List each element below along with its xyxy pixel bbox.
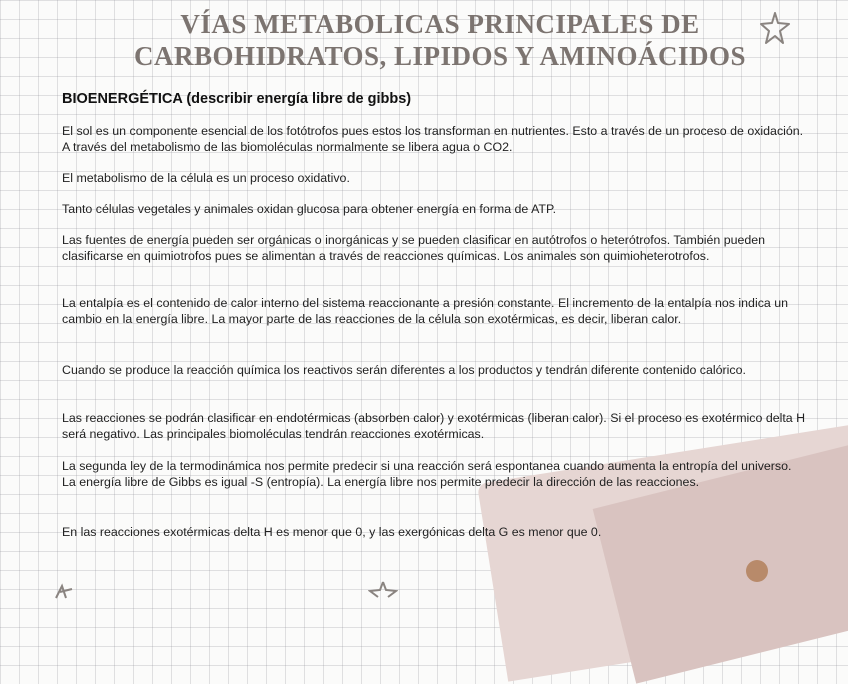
paragraph: Cuando se produce la reacción química los reactivos serán diferentes a los productos y tendrán diferente contenido calórico. [62,363,746,377]
paragraph: El sol es un componente esencial de los fotótrofos pues estos los transforman en nutrientes. Esto a través de un proceso de oxidación. A través del metabolismo de las biomoléculas normalmente se libera agua o CO2. [62,124,804,154]
paragraph: En las reacciones exotérmicas delta H es menor que 0, y las exergónicas delta G es menor que 0. [62,525,602,539]
paragraph: Tanto células vegetales y animales oxidan glucosa para obtener energía en forma de ATP. [62,202,557,216]
paragraph: Las fuentes de energía pueden ser orgánicas o inorgánicas y se pueden clasificar en autótrofos o heterótrofos. También pueden clasificarse en quimiotrofos pues se alimentan a través de reacciones químicas. Los animales son quimioheterotrofos. [62,233,766,263]
title-line-1: VÍAS METABOLICAS PRINCIPALES DE [180,9,700,39]
title-line-2: CARBOHIDRATOS, LIPIDOS Y AMINOÁCIDOS [133,41,747,71]
paragraph: Las reacciones se podrán clasificar en endotérmicas (absorben calor) y exotérmicas (liberan calor). Si el proceso es exotérmico delta H será negativo. Las principales biomoléculas tendrán reacciones exotérmicas. [62,411,806,441]
paragraph: El metabolismo de la célula es un proceso oxidativo. [62,171,350,185]
star-doodle-icon [368,580,398,599]
section-subtitle: BIOENERGÉTICA (describir energía libre de gibbs) [62,91,412,107]
paragraph: La segunda ley de la termodinámica nos permite predecir si una reacción será espontanea cuando aumenta la entropía del universo. La energía libre de Gibbs es igual -S (entropía). La energía libre nos permite predecir la dirección de las reacciones. [62,459,792,489]
paragraph: La entalpía es el contenido de calor interno del sistema reaccionante a presión constante. El incremento de la entalpía nos indica un cambio en la energía libre. La mayor parte de las reacciones de la célula son exotérmicas, es decir, liberan calor. [62,296,789,326]
star-doodle-icon [52,580,82,599]
decorative-dot [746,560,768,582]
page-title [100,8,780,72]
